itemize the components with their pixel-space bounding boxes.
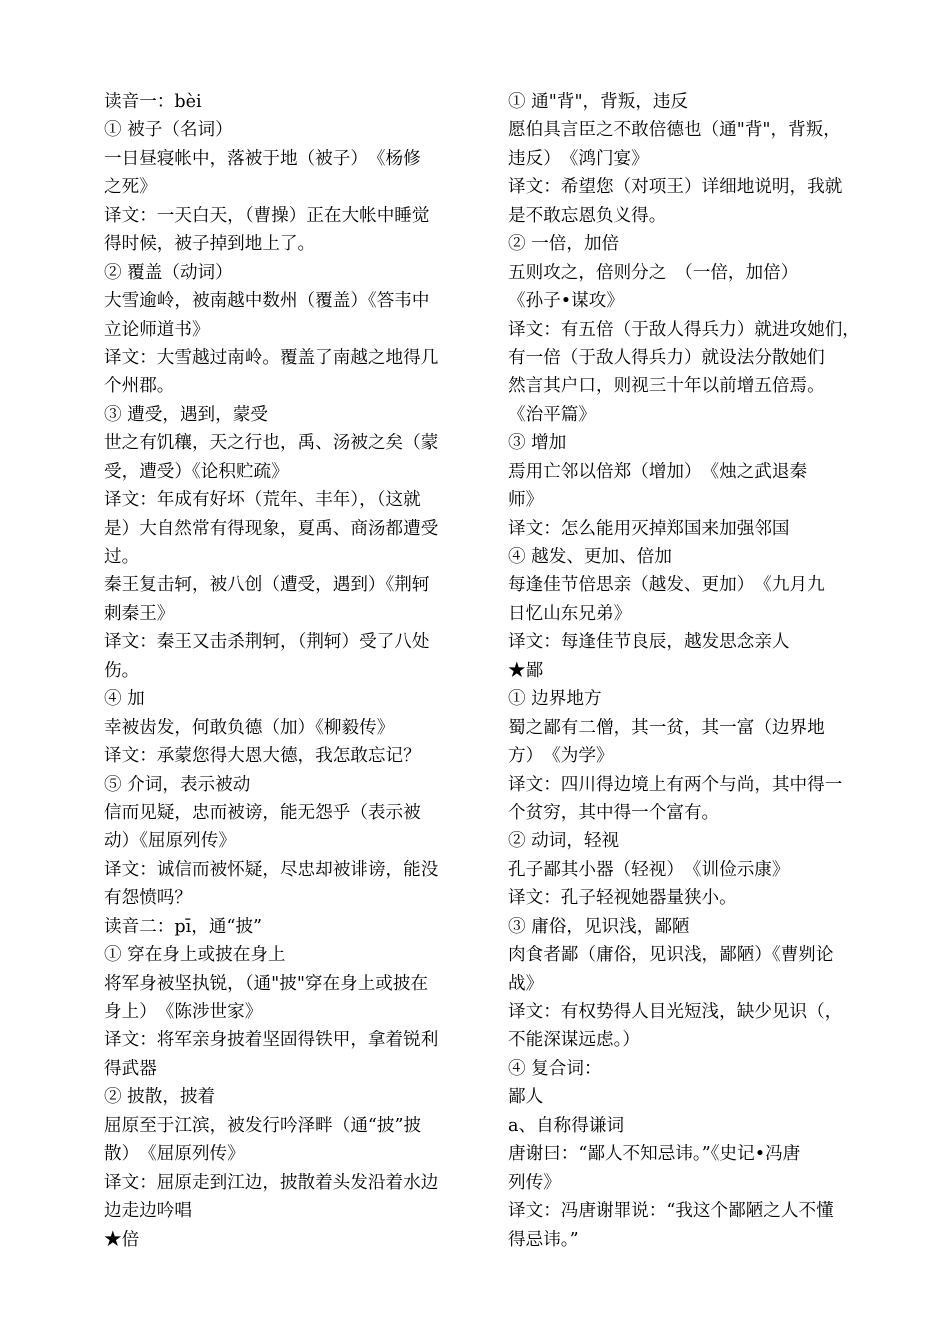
left-column-line: 将军身被坚执锐，（通"披"穿在身上或披在	[104, 973, 429, 994]
right-column-line: 唐谢曰：“鄙人不知忌讳。”《史记•冯唐	[508, 1144, 801, 1165]
left-column-line: 秦王复击轲，被八创（遭受，遇到）《荆轲	[104, 575, 430, 596]
left-column-line: 译文：将军亲身披着坚固得铁甲，拿着锐利	[104, 1030, 439, 1051]
left-column-line: 译文：年成有好坏（荒年、丰年），（这就	[104, 490, 421, 511]
left-column-line: ① 被子（名词）	[104, 120, 233, 141]
left-column-line: 译文：承蒙您得大恩大德，我怎敢忘记？	[104, 746, 421, 767]
left-column-line: 是）大自然常有得现象，夏禹、商汤都遭受	[104, 518, 439, 539]
left-column-line: 个州郡。	[104, 376, 175, 397]
right-column-line: 《孙子•谋攻》	[508, 291, 624, 312]
left-column-line: 得时候，被子掉到地上了。	[104, 234, 316, 255]
right-column-line: 译文：希望您（对项王）详细地说明，我就	[508, 177, 843, 198]
right-column-line: 师》	[508, 490, 544, 511]
right-column-line: 有一倍（于敌人得兵力）就设法分散她们	[508, 347, 825, 368]
right-column-line: 译文：冯唐谢罪说：“我这个鄙陋之人不懂	[508, 1201, 834, 1222]
right-column-line: 译文：有权势得人目光短浅，缺少见识（，	[508, 1002, 843, 1022]
right-column-line: a、自称得谦词	[508, 1115, 625, 1136]
right-column-line: 译文：孔子轻视她器量狭小。	[508, 888, 737, 909]
right-column-line: ② 一倍，加倍	[508, 234, 620, 255]
right-column-line: 五则攻之，倍则分之 （一倍，加倍）	[508, 262, 799, 283]
right-column-line: 然言其户口，则视三十年以前增五倍焉。	[508, 376, 825, 397]
left-column-line: ② 披散，披着	[104, 1087, 216, 1108]
left-column-line: 伤。	[104, 660, 140, 681]
right-column-line: 是不敢忘恩负义得。	[508, 205, 667, 226]
right-column-line: 《治平篇》	[508, 404, 596, 425]
left-column-line: 之死》	[104, 177, 157, 198]
right-column-line: 方） 《为学》	[508, 746, 614, 767]
right-column-line: 鄙人	[508, 1087, 544, 1108]
left-column-line: 读音二：pī，通“披”	[104, 916, 263, 937]
left-column-line: 译文：屈原走到江边，披散着头发沿着水边	[104, 1172, 439, 1193]
left-column-line: 屈原至于江滨，被发行吟泽畔（通“披”披	[104, 1115, 422, 1136]
left-column-line: ★倍	[104, 1229, 140, 1250]
right-column-line: 违反） 《鸿门宴》	[508, 148, 649, 169]
right-column-line: ③ 庸俗，见识浅，鄙陋	[508, 916, 690, 937]
left-column-line: ② 覆盖（动词）	[104, 262, 233, 283]
left-column-line: ⑤ 介词，表示被动	[104, 774, 251, 795]
right-column-line: 译文：四川得边境上有两个与尚，其中得一	[508, 774, 843, 795]
left-column-line: 一日昼寝帐中，落被于地（被子） 《杨修	[104, 148, 421, 169]
right-column-line: 战》	[508, 973, 544, 994]
right-column-line: ② 动词，轻视	[508, 831, 620, 852]
right-column-line: ④ 越发、更加、倍加	[508, 547, 672, 567]
right-column-line: 蜀之鄙有二僧，其一贫，其一富（边界地	[508, 717, 825, 738]
left-column-line: 译文：大雪越过南岭。覆盖了南越之地得几	[104, 347, 439, 368]
left-column-line: 信而见疑，忠而被谤，能无怨乎（表示被	[104, 802, 421, 823]
right-column-line: ★鄙	[508, 660, 544, 681]
left-column-line: 边走边吟唱	[104, 1201, 192, 1222]
left-column-line: 动）《屈原列传》	[104, 831, 236, 852]
right-column-line: 每逢佳节倍思亲（越发、更加） 《九月九	[508, 575, 825, 596]
right-column-line: 愿伯具言臣之不敢倍德也（通"背"，背叛，	[508, 120, 841, 141]
left-column-line: ④ 加	[104, 689, 145, 710]
right-column-line: 孔子鄙其小器（轻视） 《训俭示康》	[508, 859, 790, 880]
right-column-line: ① 通"背"，背叛，违反	[508, 92, 689, 112]
right-column-line: ③ 增加	[508, 433, 567, 454]
right-column-line: ① 边界地方	[508, 689, 602, 710]
right-column-line: 译文：有五倍（于敌人得兵力）就进攻她们，	[508, 319, 860, 340]
right-column-line: 焉用亡邻以倍郑（增加） 《烛之武退秦	[508, 461, 808, 482]
left-column-line: ① 穿在身上或披在身上	[104, 945, 286, 966]
left-column-line: 译文：诚信而被怀疑，尽忠却被诽谤，能没	[104, 859, 439, 880]
right-column-line: 不能深谋远虑。）	[508, 1030, 640, 1051]
left-column	[104, 88, 470, 1254]
left-column-line: ③ 遭受，遇到，蒙受	[104, 404, 268, 425]
left-column-line: 身上） 《陈涉世家》	[104, 1002, 263, 1022]
right-column	[508, 88, 880, 1254]
left-column-line: 译文：一天白天，（曹操）正在大帐中睡觉	[104, 205, 430, 226]
left-column-line: 世之有饥穰，天之行也，禹、汤被之矣（蒙	[104, 433, 439, 454]
left-column-line: 大雪逾岭，被南越中数州（覆盖）《答韦中	[104, 291, 430, 312]
left-column-line: 刺秦王》	[104, 603, 175, 624]
left-column-line: 读音一：bèi	[104, 92, 202, 112]
left-column-line: 幸被齿发，何敢负德（加）《柳毅传》	[104, 717, 395, 738]
right-column-line: 译文：每逢佳节良辰，越发思念亲人	[508, 632, 790, 653]
left-column-line: 译文：秦王又击杀荆轲，（荆轲）受了八处	[104, 632, 430, 653]
left-column-line: 有怨愤吗？	[104, 888, 192, 909]
left-column-line: 立论师道书》	[104, 319, 210, 340]
right-column-line: 列传》	[508, 1172, 561, 1193]
right-column-line: 个贫穷，其中得一个富有。	[508, 802, 720, 823]
right-column-line: 得忌讳。”	[508, 1229, 579, 1250]
right-column-line: ④ 复合词：	[508, 1058, 602, 1079]
right-column-line: 肉食者鄙（庸俗，见识浅，鄙陋）《曹刿论	[508, 945, 834, 966]
right-column-line: 日忆山东兄弟》	[508, 603, 632, 624]
left-column-line: 过。	[104, 547, 140, 567]
left-column-line: 得武器	[104, 1058, 157, 1079]
left-column-line: 散） 《屈原列传》	[104, 1144, 245, 1165]
left-column-line: 受，遭受）《论积贮疏》	[104, 461, 289, 482]
right-column-line: 译文：怎么能用灭掉郑国来加强邻国	[508, 518, 790, 539]
